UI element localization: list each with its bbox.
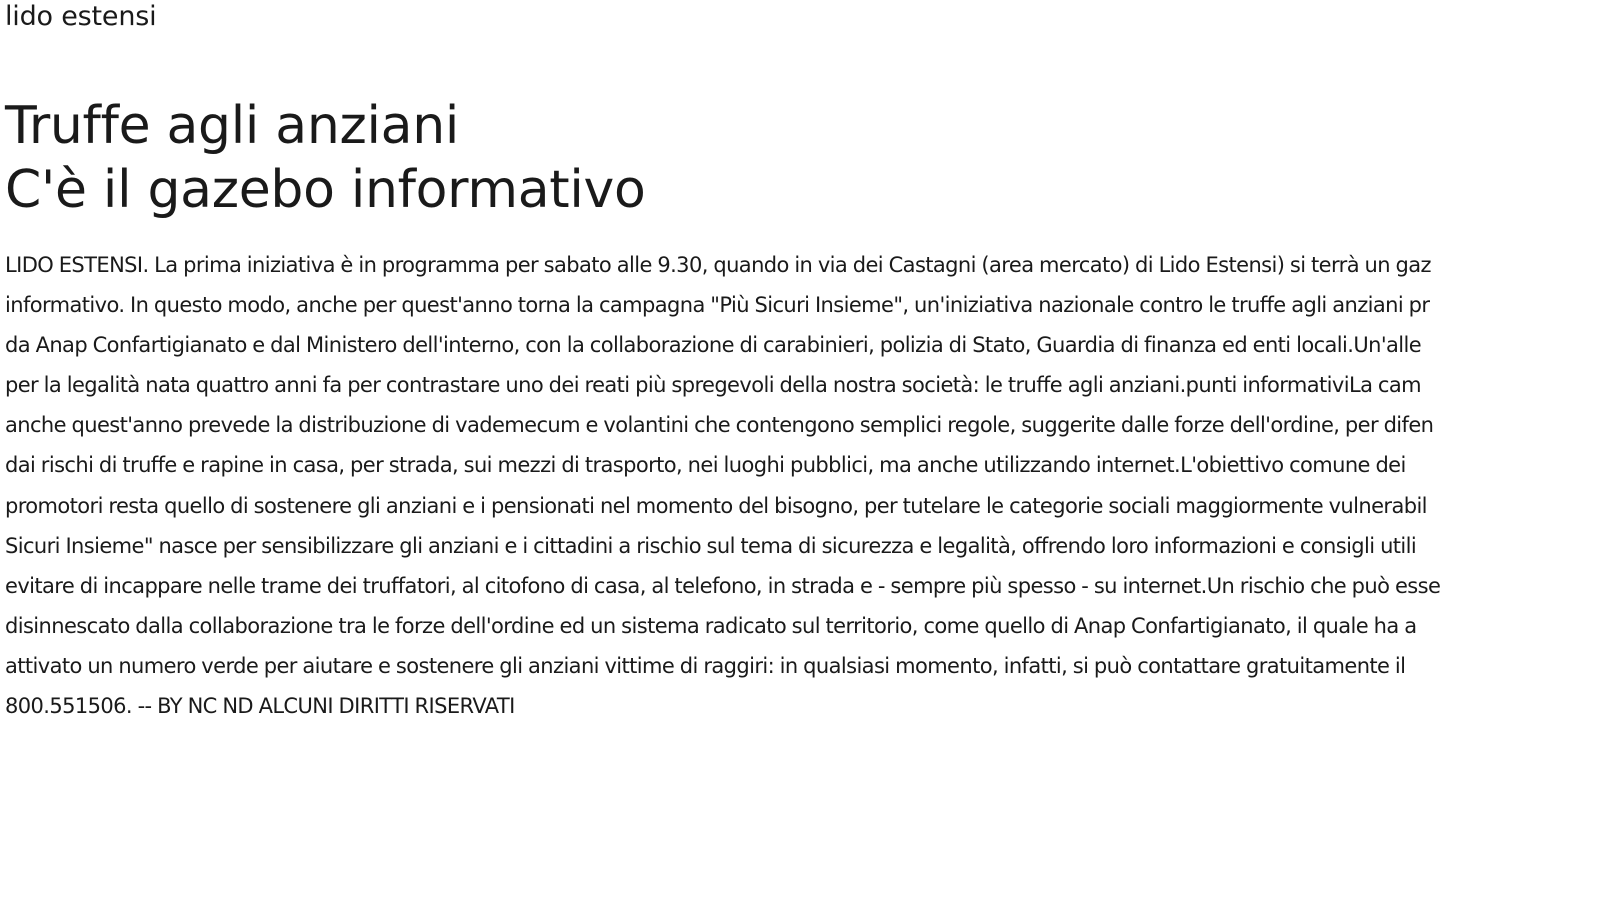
article-body-line: da Anap Confartigianato e dal Ministero dell'interno, con la collaborazione di carabinieri, polizia di Stato, Guardia di finanza ed enti locali.Un'alle: [5, 333, 1422, 358]
headline-line-2: C'è il gazebo informativo: [5, 160, 646, 220]
article-body-line: anche quest'anno prevede la distribuzione di vademecum e volantini che contengono semplici regole, suggerite dalle forze dell'ordine, per difen: [5, 413, 1434, 438]
article-body-line: disinnescato dalla collaborazione tra le forze dell'ordine ed un sistema radicato sul territorio, come quello di Anap Confartigianato, il quale ha a: [5, 613, 1417, 638]
article-body-line: per la legalità nata quattro anni fa per contrastare uno dei reati più spregevoli della nostra società: le truffe agli anziani.punti informativiLa cam: [5, 373, 1421, 398]
article-headline: [5, 94, 646, 222]
article-body-line: 800.551506. -- BY NC ND ALCUNI DIRITTI RISERVATI: [5, 694, 515, 719]
article-body-line: evitare di incappare nelle trame dei truffatori, al citofono di casa, al telefono, in strada e - sempre più spesso - su internet.Un rischio che può esse: [5, 573, 1441, 598]
article-body-line: dai rischi di truffe e rapine in casa, per strada, sui mezzi di trasporto, nei luoghi pubblici, ma anche utilizzando internet.L'obiettivo comune dei: [5, 453, 1406, 478]
article-body-line: attivato un numero verde per aiutare e sostenere gli anziani vittime di raggiri: in qualsiasi momento, infatti, si può contattare gratuitamente il: [5, 653, 1406, 678]
headline-line-1: Truffe agli anziani: [5, 96, 460, 156]
article-kicker: lido estensi: [5, 1, 157, 32]
article-body-line: promotori resta quello di sostenere gli anziani e i pensionati nel momento del bisogno, per tutelare le categorie sociali maggiormente vulnerabil: [5, 493, 1427, 518]
article-body: [5, 245, 1600, 726]
article-body-line: informativo. In questo modo, anche per quest'anno torna la campagna "Più Sicuri Insieme", un'iniziativa nazionale contro le truffe agli anziani pr: [5, 293, 1430, 318]
article-body-line: Sicuri Insieme" nasce per sensibilizzare gli anziani e i cittadini a rischio sul tema di sicurezza e legalità, offrendo loro informazioni e consigli utili: [5, 533, 1417, 558]
article-body-line: LIDO ESTENSI. La prima iniziativa è in programma per sabato alle 9.30, quando in via dei Castagni (area mercato) di Lido Estensi) si terrà un gaz: [5, 253, 1431, 277]
